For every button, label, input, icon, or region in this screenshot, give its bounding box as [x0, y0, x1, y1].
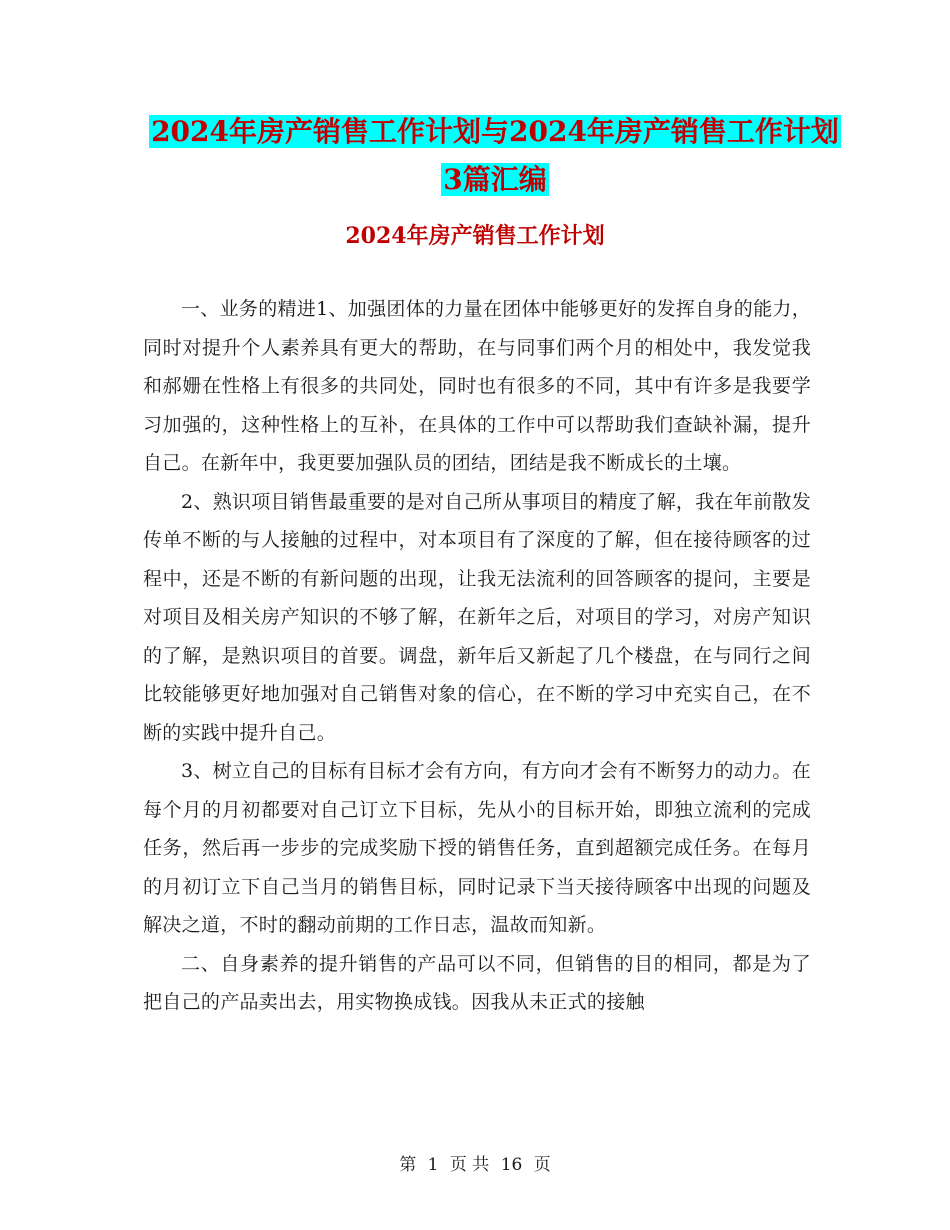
footer-prefix: 第	[399, 1155, 417, 1175]
document-title-line2: 3篇汇编	[443, 163, 547, 196]
footer-total-pages: 16	[500, 1155, 523, 1175]
footer-middle: 页 共	[449, 1155, 490, 1175]
section-title: 2024年房产销售工作计划	[345, 223, 605, 249]
page-footer	[0, 1152, 950, 1178]
paragraph-3: 3、树立自己的目标有目标才会有方向，有方向才会有不断努力的动力。在每个月的月初都要对自己订立下目标，先从小的目标开始，即独立流利的完成任务，然后再一步步的完成奖励下授的销售任务，直到超额完成任务。在每月的月初订立下自己当月的销售目标，同时记录下当天接待顾客中出现的问题及解决之道，不时的翻动前期的工作日志，温故而知新。	[143, 760, 811, 936]
footer-page-number: 1	[427, 1155, 439, 1175]
paragraph-2: 2、熟识项目销售最重要的是对自己所从事项目的精度了解，我在年前散发传单不断的与人接触的过程中，对本项目有了深度的了解，但在接待顾客的过程中，还是不断的有新问题的出现，让我无法流利的回答顾客的提问，主要是对项目及相关房产知识的不够了解，在新年之后，对项目的学习，对房产知识的了解，是熟识项目的首要。调盘，新年后又新起了几个楼盘，在与同行之间比较能够更好地加强对自己销售对象的信心，在不断的学习中充实自己，在不断的实践中提升自己。	[143, 490, 811, 744]
paragraph-1: 一、业务的精进1、加强团体的力量在团体中能够更好的发挥自身的能力，同时对提升个人素养具有更大的帮助，在与同事们两个月的相处中，我发觉我和郝姗在性格上有很多的共同处，同时也有很多的不同，其中有许多是我要学习加强的，这种性格上的互补，在具体的工作中可以帮助我们查缺补漏，提升自己。在新年中，我更要加强队员的团结，团结是我不断成长的土壤。	[143, 298, 811, 474]
document-body	[143, 290, 811, 1022]
paragraph-4: 二、自身素养的提升销售的产品可以不同，但销售的目的相同，都是为了把自己的产品卖出去，用实物换成钱。因我从未正式的接触	[143, 952, 811, 1013]
document-title-line1: 2024年房产销售工作计划与2024年房产销售工作计划	[151, 115, 839, 148]
document-title	[140, 108, 850, 204]
footer-suffix: 页	[533, 1155, 551, 1175]
